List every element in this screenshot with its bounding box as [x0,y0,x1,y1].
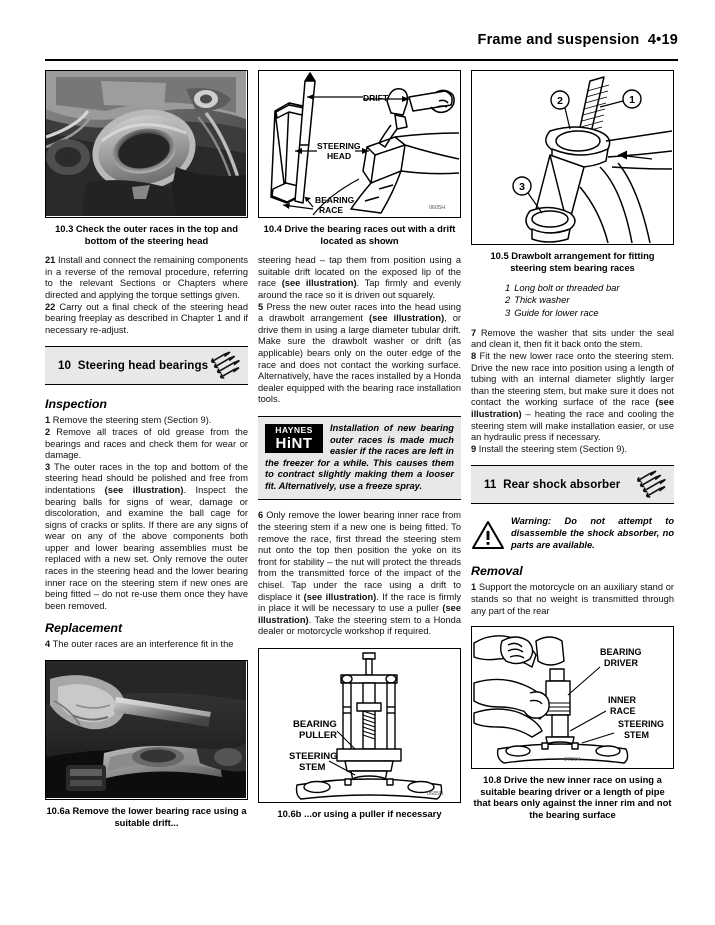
column-middle [258,70,461,829]
figure-10-6a [45,660,248,800]
paragraph-11-1 [471,582,674,617]
see-illustration-ref-6b: (see illustration) [258,603,461,625]
figure-10-6b-caption: 10.6b ...or using a puller if necessary [277,808,442,819]
paragraph-5 [258,302,461,406]
paragraph-3 [45,462,248,613]
label-bearing-race: BEARING [315,195,355,205]
legend-item-1: 1 Long bolt or threaded bar [505,282,620,294]
column-right [471,70,674,829]
callout-3: 3 [519,181,525,193]
paragraph-6-text-b: . If the race is firmly in place it will be necessary to use a puller [258,591,461,614]
spanner-icon-2 [637,469,667,505]
paragraph-21 [45,255,248,301]
figure-10-3 [45,70,248,218]
svg-text:DRIVER: DRIVER [604,658,639,669]
haynes-hint-text: Installation of new bearing outer races is made much easier if the races are left in the freezer for a while. This causes them to contract slightly making them a looser fit. Alternatively, use a freeze spray. [265,422,454,491]
svg-text:RACE: RACE [319,205,344,215]
label-inner-race: INNER [608,695,637,706]
figure-10-8-code: 0709H [564,757,581,764]
spanner-icon [211,350,241,386]
paragraph-7-text: Remove the washer that sits under the seal and clean it, then fit it back onto the stem. [471,327,674,350]
section-10-number: 10 [58,359,72,373]
paragraph-22 [45,302,248,337]
paragraph-21-number: 21 [45,255,56,266]
subheading-removal: Removal [471,564,523,579]
subheading-inspection: Inspection [45,397,107,412]
see-illustration-ref-5: (see illustration) [368,313,445,324]
header-rule [45,59,678,61]
legend-item-3: 3 Guide for lower race [505,306,599,318]
paragraph-7-number: 7 [471,327,477,338]
figure-10-8 [471,626,674,769]
paragraph-9 [471,444,674,456]
header-title: Frame and suspension [477,32,640,48]
paragraph-5-text-a: Press the new outer races into the head using a drawbolt arrangement [258,301,461,324]
paragraph-22-text: Carry out a final check of the steering head bearing freeplay as described in Chapter 1 and if necessary re-adjust. [45,301,248,335]
paragraph-22-number: 22 [45,301,56,312]
label-bearing-puller: BEARING [293,719,337,730]
paragraph-4 [45,639,248,651]
legend-item-2: 2 Thick washer [505,294,570,306]
warning-triangle-icon [471,516,511,555]
see-illustration-ref-8: (see illustration) [471,397,674,419]
paragraph-8-text-a: Fit the new lower race onto the steering stem. Drive the new race into position using a length of tubing with an internal diameter slightly larger than the steering stem, but make sure it does not contact the working surface of the race [471,350,674,408]
see-illustration-ref-4: (see illustration) [281,278,357,289]
section-heading-10 [45,346,248,385]
paragraph-6-text-a: Only remove the lower bearing inner race from the steering stem if a new one is being fitted. To remove the race, first thread the steering stem nut onto the top then position the yoke on its front for stability – the nut will protect the threads from the transmitted force of the impact of the chisel. Tap under the race using a drift to displace it [258,510,461,602]
paragraph-3-text-b: . Inspect the bearing balls for signs of wear, damage or discoloration, and examine the ball cage for signs of cracks or splits. If there are any signs of wear on any of the above components both upper and lower bearing assemblies must be replaced with a new set. Only remove the outer races in the steering head and the lower bearing inner race on the steering stem if new ones are being fitted – do not re-use them once they have been removed. [45,484,248,611]
haynes-hint-logo [265,424,323,453]
paragraph-4-number: 4 [45,639,51,650]
callout-2: 2 [557,95,563,107]
column-left [45,70,248,837]
figure-10-5 [471,70,674,245]
paragraph-4-text: The outer races are an interference fit in the [52,639,234,650]
svg-text:RACE: RACE [610,706,636,717]
figure-10-4-caption: 10.4 Drive the bearing races out with a drift located as shown [263,223,456,246]
figure-10-6b-code: 0685H [427,791,444,797]
paragraph-8-text-b: – heating the race and cooling the steering stem will make installation easier, or use an hydraulic press if necessary. [471,408,674,443]
paragraph-5-text-b: , or drive them in using a large diameter tubular drift. Make sure the drawbolt washer or drift (as applicable) bears only on the outer edge of the race and does not contact the working surface. Alternatively, have the races installed by a Honda dealer equipped with the bearing race installation tools. [258,313,461,405]
paragraph-11-1-text: Support the motorcycle on an auxiliary stand or stands so that no weight is transmitted through any part of the rear [471,582,674,616]
paragraph-1 [45,415,248,427]
see-illustration-ref-6a: (see illustration) [303,591,377,602]
figure-10-4-code: 0605H [429,205,446,211]
paragraph-5-number: 5 [258,301,264,312]
paragraph-6-text-c: . Take the steering stem to a Honda dealer or motorcycle workshop if required. [258,614,461,637]
page-header [45,32,678,48]
paragraph-3-text-a: The outer races in the top and bottom of the steering head should be polished and free from indentations [45,461,248,495]
figure-10-4 [258,70,461,218]
figure-10-8-caption: 10.8 Drive the new inner race on using a suitable bearing driver or a length of pipe that bears only against the inner rim and not the bearing surface [473,774,672,820]
paragraph-9-text: Install the steering stem (Section 9). [478,443,628,454]
paragraph-8-number: 8 [471,350,477,361]
label-steering-head: STEERING [317,141,361,151]
svg-text:STEM: STEM [299,762,326,773]
paragraph-6-number: 6 [258,510,264,521]
svg-text:STEM: STEM [624,730,650,741]
label-steering-stem-2: STEERING [618,719,665,730]
warning-block [471,516,674,555]
haynes-logo-top: HAYNES [265,424,323,436]
figure-10-6b [258,648,461,803]
paragraph-11-1-number: 1 [471,582,477,593]
section-heading-11 [471,465,674,504]
label-drift: DRIFT [363,93,389,103]
figure-10-5-caption: 10.5 Drawbolt arrangement for fitting steering stem bearing races [490,250,655,273]
paragraph-1-number: 1 [45,415,51,426]
page-number: 4•19 [647,32,678,48]
label-bearing-driver: BEARING [600,647,642,658]
paragraph-9-number: 9 [471,443,477,454]
paragraph-2-number: 2 [45,426,51,437]
paragraph-6 [258,510,461,638]
see-illustration-ref-3: (see illustration) [104,484,184,495]
svg-text:HEAD: HEAD [327,151,352,161]
figure-10-5-legend [471,282,674,319]
paragraph-4-cont-b: . Tap firmly and evenly around the race so it is driven out squarely. [258,278,461,300]
svg-text:PULLER: PULLER [299,730,337,741]
warning-text: Warning: Do not attempt to disassemble the shock absorber, no parts are available. [511,516,674,550]
paragraph-2 [45,427,248,462]
paragraph-7 [471,328,674,351]
subheading-replacement: Replacement [45,621,123,636]
paragraph-1-text: Remove the steering stem (Section 9). [52,415,212,426]
haynes-hint-box [258,416,461,501]
paragraph-3-number: 3 [45,461,51,472]
section-10-title: Steering head bearings [77,359,209,373]
paragraph-4-cont-a: steering head – tap them from position using a suitable drift located on the exposed lip of the race [258,255,461,289]
callout-1: 1 [629,94,635,106]
haynes-logo-bottom: HiNT [265,436,323,453]
section-11-title: Rear shock absorber [503,478,621,492]
label-steering-stem: STEERING [289,751,338,762]
section-11-number: 11 [484,478,497,492]
paragraph-2-text: Remove all traces of old grease from the bearings and races and check them for wear or damage. [45,426,248,461]
figure-10-3-caption: 10.3 Check the outer races in the top and bottom of the steering head [55,223,238,246]
paragraph-4-continued [258,255,461,301]
figure-10-6a-caption: 10.6a Remove the lower bearing race using a suitable drift... [46,805,247,828]
paragraph-21-text: Install and connect the remaining components in a reverse of the removal procedure, referring to the relevant Sections or Chapters where directed and applying the torque settings given. [45,255,248,300]
paragraph-8 [471,351,674,444]
